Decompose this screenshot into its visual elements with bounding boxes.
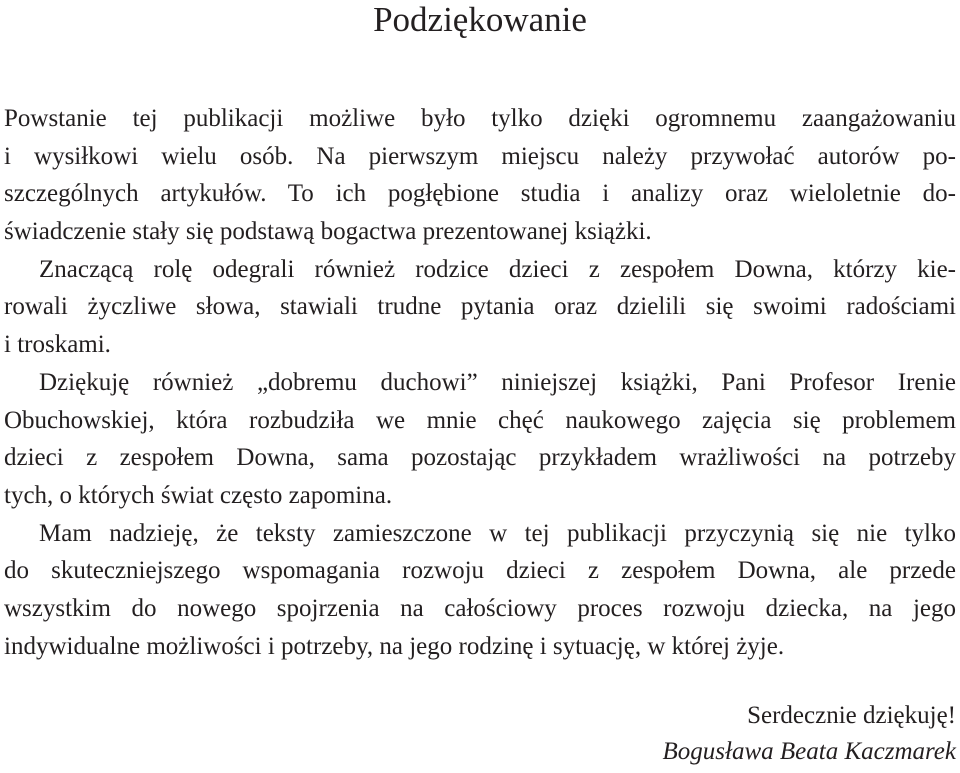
text-line: Dziękuję również „dobremu duchowi” niniejszej książki, Pani Profesor Irenie [39, 368, 956, 396]
paragraph-2 [4, 251, 956, 364]
text-line: indywidualne możliwości i potrzeby, na jego rodzinę i sytuację, w której żyje. [4, 632, 785, 660]
closing-block [663, 698, 956, 770]
signature: Bogusława Beata Kaczmarek [662, 738, 956, 765]
text-line: rowali życzliwe słowa, stawiali trudne pytania oraz dzielili się swoimi radościami [4, 293, 956, 321]
text-line: szczególnych artykułów. To ich pogłębione studia i analizy oraz wieloletnie do- [4, 180, 956, 208]
closing-text: Serdecznie dziękuję! [747, 702, 956, 729]
text-line: Mam nadzieję, że teksty zamieszczone w tej publikacji przyczynią się nie tylko [39, 519, 956, 547]
text-line: wszystkim do nowego spojrzenia na całościowy proces rozwoju dziecka, na jego [4, 594, 956, 622]
paragraph-4 [4, 515, 956, 666]
text-line: Obuchowskiej, która rozbudziła we mnie chęć naukowego zajęcia się problemem [4, 406, 956, 434]
paragraph-1 [4, 100, 956, 251]
page-title: Podziękowanie [373, 0, 587, 39]
text-line: i wysiłkowi wielu osób. Na pierwszym miejscu należy przywołać autorów po- [4, 142, 956, 170]
paragraph-3 [4, 364, 956, 515]
text-line: do skuteczniejszego wspomagania rozwoju dzieci z zespołem Downa, ale przede [4, 557, 956, 585]
text-line: dzieci z zespołem Downa, sama pozostając przykładem wrażliwości na potrzeby [4, 444, 956, 472]
document-body [4, 100, 956, 665]
text-line: Znaczącą rolę odegrali również rodzice dzieci z zespołem Downa, którzy kie- [39, 255, 956, 283]
text-line: świadczenie stały się podstawą bogactwa prezentowanej książki. [4, 218, 652, 246]
text-line: tych, o których świat często zapomina. [4, 481, 393, 509]
text-line: i troskami. [4, 331, 111, 359]
text-line: Powstanie tej publikacji możliwe było tylko dzięki ogromnemu zaangażowaniu [4, 105, 956, 132]
